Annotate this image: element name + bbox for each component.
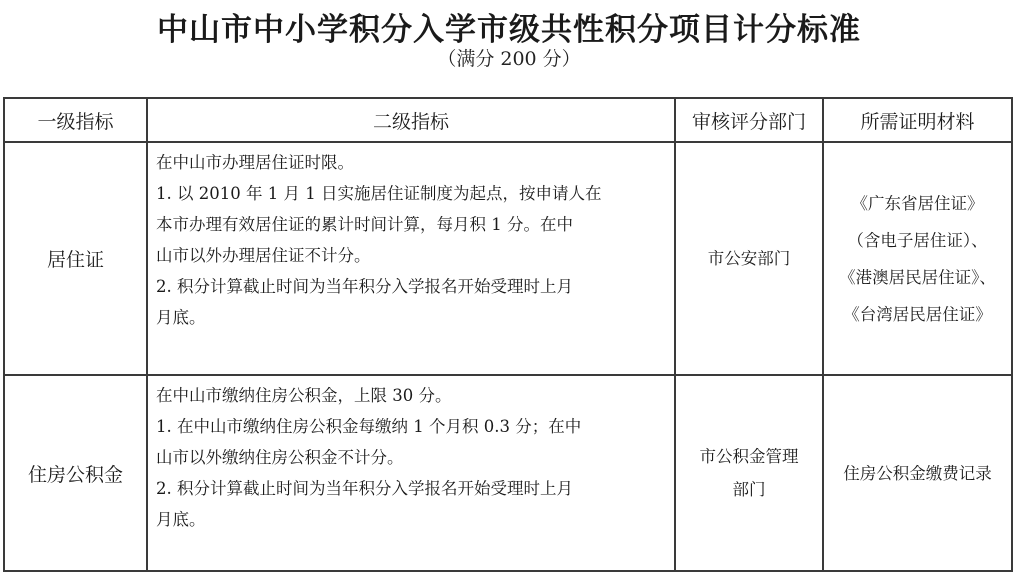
- description-line: 月底。: [156, 308, 206, 327]
- materials-line: 《港澳居民居住证》、: [839, 267, 996, 287]
- header-materials: 所需证明材料: [823, 98, 1012, 142]
- row-department: [675, 142, 823, 375]
- department-line: 部门: [732, 480, 766, 499]
- table-row: [4, 142, 1012, 375]
- header-level2: 二级指标: [147, 98, 675, 142]
- description-line: 1. 以 2010 年 1 月 1 日实施居住证制度为起点，按申请人在: [156, 184, 602, 203]
- table-header-row: [4, 98, 1012, 142]
- table-row: [4, 375, 1012, 571]
- materials-line: 住房公积金缴费记录: [843, 463, 992, 483]
- row-materials: [823, 375, 1012, 571]
- description-line: 2. 积分计算截止时间为当年积分入学报名开始受理时上月: [156, 479, 573, 498]
- scoring-standard-table: [3, 97, 1013, 572]
- department-line: 市公安部门: [707, 249, 791, 268]
- description-line: 本市办理有效居住证的累计时间计算，每月积 1 分。在中: [156, 215, 573, 234]
- row-department: [675, 375, 823, 571]
- row-level2-description: [147, 375, 675, 571]
- description-line: 山市以外办理居住证不计分。: [156, 246, 371, 265]
- materials-line: （含电子居住证）、: [847, 230, 988, 250]
- row-level1-label: 居住证: [4, 142, 147, 375]
- header-level1: 一级指标: [4, 98, 147, 142]
- document-title: 中山市中小学积分入学市级共性积分项目计分标准: [157, 12, 861, 48]
- description-line: 在中山市缴纳住房公积金，上限 30 分。: [156, 386, 452, 405]
- row-level1-label: 住房公积金: [4, 375, 147, 571]
- materials-line: 《台湾居民居住证》: [843, 304, 992, 324]
- description-line: 月底。: [156, 510, 206, 529]
- row-materials: [823, 142, 1012, 375]
- description-line: 在中山市办理居住证时限。: [156, 153, 354, 172]
- description-line: 1. 在中山市缴纳住房公积金每缴纳 1 个月积 0.3 分；在中: [156, 417, 582, 436]
- document-subtitle: （满分 200 分）: [437, 48, 581, 70]
- department-line: 市公积金管理: [699, 447, 799, 466]
- header-department: 审核评分部门: [675, 98, 823, 142]
- materials-line: 《广东省居住证》: [851, 193, 984, 213]
- row-level2-description: [147, 142, 675, 375]
- description-line: 2. 积分计算截止时间为当年积分入学报名开始受理时上月: [156, 277, 573, 296]
- description-line: 山市以外缴纳住房公积金不计分。: [156, 448, 404, 467]
